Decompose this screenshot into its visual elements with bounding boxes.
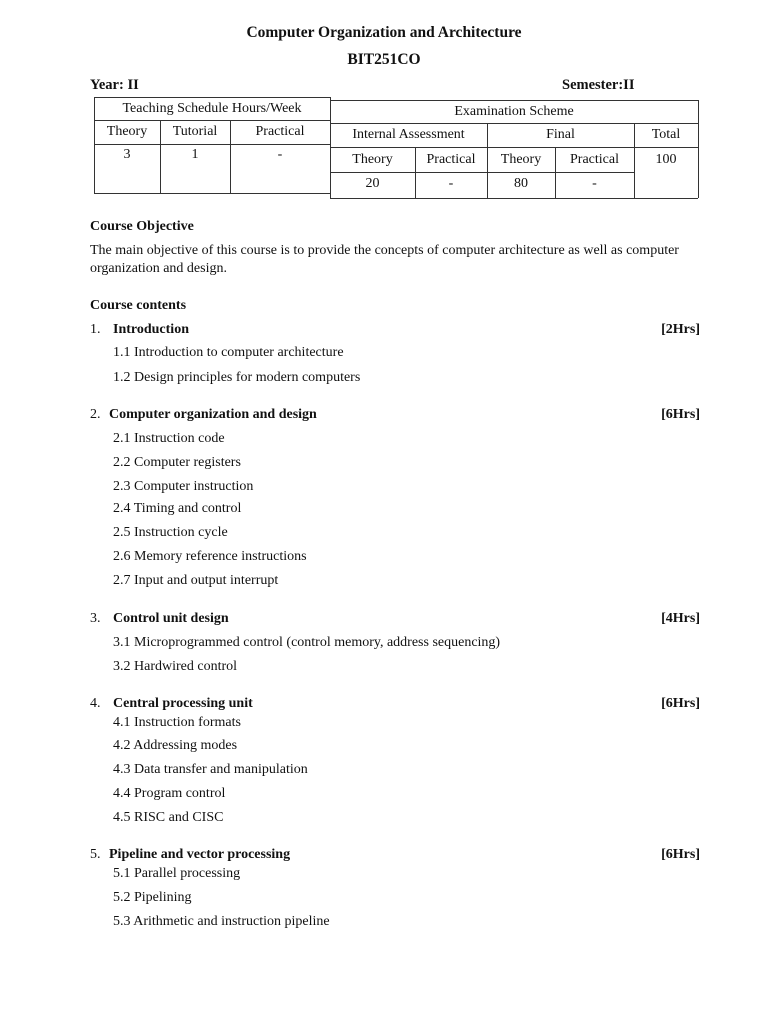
list-item: 1.1 Introduction to computer architecture — [113, 345, 344, 360]
unit-number: 5. — [90, 847, 101, 862]
unit-title: Central processing unit — [113, 696, 253, 711]
teaching-schedule-header: Teaching Schedule Hours/Week — [122, 100, 302, 116]
internal-practical-marks: - — [448, 176, 454, 191]
total-marks: 100 — [655, 151, 677, 167]
unit-number: 2. — [90, 407, 101, 422]
tutorial-header: Tutorial — [172, 124, 218, 139]
unit-hours: [4Hrs] — [661, 611, 700, 626]
list-item: 4.2 Addressing modes — [113, 738, 238, 753]
list-item: 4.5 RISC and CISC — [113, 810, 224, 825]
internal-theory-marks: 20 — [365, 176, 380, 191]
unit-number: 4. — [90, 696, 101, 711]
list-item: 2.3 Computer instruction — [113, 479, 254, 494]
year-label: Year: II — [90, 77, 139, 93]
practical-header: Practical — [255, 124, 305, 139]
semester-label: Semester:II — [562, 77, 635, 93]
list-item: 5.2 Pipelining — [113, 890, 192, 905]
unit-title: Control unit design — [113, 611, 229, 626]
internal-assessment-header: Internal Assessment — [352, 127, 465, 142]
list-item: 4.3 Data transfer and manipulation — [113, 762, 308, 777]
final-header: Final — [546, 127, 575, 142]
unit-hours: [6Hrs] — [661, 696, 700, 711]
internal-practical-header: Practical — [426, 151, 476, 167]
course-title: Computer Organization and Architecture — [246, 24, 522, 41]
list-item: 3.1 Microprogrammed control (control memory, address sequencing) — [113, 635, 501, 650]
theory-header: Theory — [106, 124, 148, 139]
unit-title: Computer organization and design — [109, 407, 317, 422]
list-item: 3.2 Hardwired control — [113, 659, 238, 674]
theory-hours: 3 — [123, 147, 131, 162]
final-practical-header: Practical — [570, 151, 619, 167]
course-code: BIT251CO — [347, 51, 421, 68]
unit-title: Introduction — [113, 322, 189, 337]
objective-text: The main objective of this course is to provide the concepts of computer architecture as well as computer organization and design. — [90, 243, 679, 276]
contents-heading: Course contents — [90, 298, 187, 313]
list-item: 2.6 Memory reference instructions — [113, 549, 307, 564]
final-practical-marks: - — [592, 176, 597, 191]
list-item: 4.4 Program control — [113, 786, 226, 801]
final-theory-header: Theory — [500, 151, 542, 167]
unit-hours: [2Hrs] — [661, 322, 700, 337]
list-item: 4.1 Instruction formats — [113, 715, 241, 730]
tutorial-hours: 1 — [191, 147, 199, 162]
list-item: 5.1 Parallel processing — [113, 866, 241, 881]
list-item: 1.2 Design principles for modern computers — [113, 370, 361, 385]
final-theory-marks: 80 — [514, 176, 528, 191]
exam-scheme-header: Examination Scheme — [454, 103, 574, 119]
list-item: 2.4 Timing and control — [113, 501, 242, 516]
total-header: Total — [651, 127, 681, 142]
list-item: 2.1 Instruction code — [113, 431, 225, 446]
list-item: 2.5 Instruction cycle — [113, 525, 228, 540]
list-item: 2.2 Computer registers — [113, 455, 241, 470]
practical-hours: - — [277, 147, 283, 162]
unit-title: Pipeline and vector processing — [109, 847, 291, 862]
internal-theory-header: Theory — [352, 151, 393, 167]
list-item: 2.7 Input and output interrupt — [113, 573, 279, 588]
unit-number: 1. — [90, 322, 101, 337]
objective-heading: Course Objective — [90, 219, 194, 234]
list-item: 5.3 Arithmetic and instruction pipeline — [113, 914, 330, 929]
unit-hours: [6Hrs] — [661, 847, 700, 862]
unit-hours: [6Hrs] — [661, 407, 700, 422]
unit-number: 3. — [90, 611, 101, 626]
